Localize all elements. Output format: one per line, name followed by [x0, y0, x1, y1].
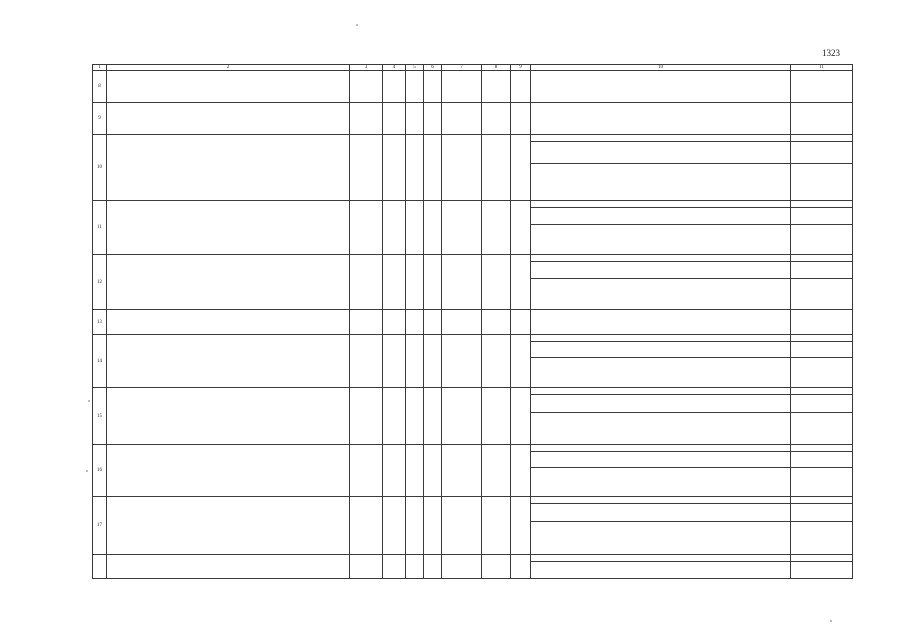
- col-year: [383, 103, 406, 134]
- col-works: [531, 71, 791, 102]
- work-period: [791, 451, 852, 468]
- col-no: 12: [93, 255, 107, 309]
- work-item: [531, 163, 790, 200]
- col-c9: [511, 255, 531, 309]
- work-item: [531, 521, 790, 554]
- work-period: [791, 357, 852, 387]
- work-item: [531, 261, 790, 279]
- col-area: [350, 71, 383, 102]
- work-period: [791, 261, 852, 279]
- work-item: [531, 412, 790, 444]
- work-period: [791, 521, 852, 554]
- col-c6: [424, 555, 442, 578]
- col-c5: [406, 497, 424, 554]
- col-no: 13: [93, 310, 107, 334]
- col-works: [531, 255, 791, 309]
- work-period: [791, 341, 852, 358]
- header-cell: 1: [93, 65, 107, 70]
- col-c6: [424, 335, 442, 387]
- work-item: [531, 503, 790, 522]
- work-item: [531, 224, 790, 254]
- col-works: [531, 310, 791, 334]
- col-c9: [511, 71, 531, 102]
- table-row: [93, 497, 852, 555]
- header-cell: 2: [107, 65, 350, 70]
- work-item: [531, 103, 790, 134]
- col-area: [350, 135, 383, 200]
- col-year: [383, 255, 406, 309]
- col-c9: [511, 388, 531, 444]
- col-works: [531, 555, 791, 578]
- work-item: [531, 310, 790, 334]
- col-state: [482, 335, 511, 387]
- table-row: [93, 445, 852, 497]
- work-item: [531, 394, 790, 413]
- table-row: [93, 555, 852, 579]
- header-cell: 7: [442, 65, 482, 70]
- col-address: [107, 555, 350, 578]
- scan-speck: [830, 620, 832, 622]
- col-year: [383, 445, 406, 496]
- col-period: [791, 103, 852, 134]
- col-state: [482, 135, 511, 200]
- col-no: 15: [93, 388, 107, 444]
- header-cell: 11: [819, 65, 824, 70]
- col-material: [442, 135, 482, 200]
- col-works: [531, 388, 791, 444]
- work-item: [531, 467, 790, 496]
- col-year: [383, 201, 406, 254]
- col-period: [791, 135, 852, 200]
- work-period: [791, 141, 852, 164]
- col-no: 10: [93, 135, 107, 200]
- col-year: [383, 71, 406, 102]
- col-state: [482, 445, 511, 496]
- work-period: [791, 503, 852, 522]
- col-area: [350, 255, 383, 309]
- col-period: [791, 555, 852, 578]
- col-material: [442, 310, 482, 334]
- col-area: [350, 103, 383, 134]
- col-works: [531, 135, 791, 200]
- col-c9: [511, 445, 531, 496]
- col-no: 8: [93, 71, 107, 102]
- col-address: [107, 201, 350, 254]
- work-period: [791, 412, 852, 444]
- col-c9: [511, 497, 531, 554]
- col-year: [383, 388, 406, 444]
- col-state: [482, 555, 511, 578]
- col-area: [350, 310, 383, 334]
- work-period: [791, 467, 852, 496]
- col-address: [107, 103, 350, 134]
- work-item: [531, 71, 790, 102]
- col-no: [93, 555, 107, 578]
- col-no: 11: [93, 201, 107, 254]
- work-period: [791, 394, 852, 413]
- col-no: 16: [93, 445, 107, 496]
- col-c6: [424, 135, 442, 200]
- header-cell: 6: [424, 65, 442, 70]
- col-period: [791, 445, 852, 496]
- col-state: [482, 497, 511, 554]
- col-c9: [511, 201, 531, 254]
- col-c9: [511, 335, 531, 387]
- col-address: [107, 445, 350, 496]
- col-state: [482, 255, 511, 309]
- col-address: [107, 497, 350, 554]
- col-area: [350, 445, 383, 496]
- scan-speck: [88, 400, 90, 402]
- col-material: [442, 71, 482, 102]
- col-no: 17: [93, 497, 107, 554]
- header-cell: 5: [406, 65, 424, 70]
- header-cell: 3: [350, 65, 383, 70]
- col-c9: [511, 135, 531, 200]
- col-no: 9: [93, 103, 107, 134]
- col-c5: [406, 201, 424, 254]
- col-material: [442, 445, 482, 496]
- scan-speck: [86, 470, 88, 472]
- work-item: [531, 357, 790, 387]
- col-c6: [424, 310, 442, 334]
- work-item: [531, 341, 790, 358]
- col-c5: [406, 555, 424, 578]
- work-period: [791, 103, 852, 134]
- col-year: [383, 135, 406, 200]
- col-area: [350, 555, 383, 578]
- col-works: [531, 103, 791, 134]
- work-period: [791, 163, 852, 200]
- table-row: [93, 103, 852, 135]
- col-material: [442, 255, 482, 309]
- col-address: [107, 335, 350, 387]
- table-row: [93, 201, 852, 255]
- col-c6: [424, 71, 442, 102]
- col-address: [107, 71, 350, 102]
- col-material: [442, 201, 482, 254]
- col-material: [442, 335, 482, 387]
- col-material: [442, 555, 482, 578]
- work-period: [791, 310, 852, 334]
- col-year: [383, 497, 406, 554]
- work-item: [531, 278, 790, 309]
- scan-speck: [356, 24, 358, 26]
- header-cell: 9: [511, 65, 531, 70]
- table-row: [93, 335, 852, 388]
- col-material: [442, 103, 482, 134]
- col-year: [383, 555, 406, 578]
- header-cell: 10: [531, 65, 791, 70]
- col-c6: [424, 201, 442, 254]
- work-item: [531, 451, 790, 468]
- col-area: [350, 497, 383, 554]
- col-period: [791, 335, 852, 387]
- col-year: [383, 335, 406, 387]
- col-c5: [406, 388, 424, 444]
- col-c6: [424, 445, 442, 496]
- col-c5: [406, 255, 424, 309]
- col-works: [531, 445, 791, 496]
- col-material: [442, 388, 482, 444]
- col-c9: [511, 103, 531, 134]
- table-row: [93, 255, 852, 310]
- col-state: [482, 103, 511, 134]
- header-cell: 4: [383, 65, 406, 70]
- col-address: [107, 388, 350, 444]
- col-state: [482, 71, 511, 102]
- col-address: [107, 310, 350, 334]
- col-state: [482, 201, 511, 254]
- col-c6: [424, 103, 442, 134]
- col-c5: [406, 135, 424, 200]
- col-works: [531, 335, 791, 387]
- col-c5: [406, 445, 424, 496]
- col-period: [791, 388, 852, 444]
- col-c9: [511, 555, 531, 578]
- col-c6: [424, 255, 442, 309]
- col-address: [107, 255, 350, 309]
- register-table: [92, 64, 853, 579]
- col-period: [791, 201, 852, 254]
- col-area: [350, 388, 383, 444]
- col-c6: [424, 497, 442, 554]
- col-state: [482, 310, 511, 334]
- col-c6: [424, 388, 442, 444]
- work-period: [791, 224, 852, 254]
- work-item: [531, 561, 790, 578]
- table-row: [93, 135, 852, 201]
- col-c9: [511, 310, 531, 334]
- work-period: [791, 278, 852, 309]
- col-year: [383, 310, 406, 334]
- table-row: [93, 388, 852, 445]
- col-c5: [406, 71, 424, 102]
- col-period: [791, 255, 852, 309]
- work-item: [531, 141, 790, 164]
- work-item: [531, 207, 790, 225]
- page-number: 1323: [822, 48, 840, 58]
- col-c5: [406, 335, 424, 387]
- work-period: [791, 207, 852, 225]
- col-works: [531, 497, 791, 554]
- work-period: [791, 561, 852, 578]
- col-works: [531, 201, 791, 254]
- col-material: [442, 497, 482, 554]
- table-row: [93, 310, 852, 335]
- table-row: [93, 71, 852, 103]
- col-area: [350, 201, 383, 254]
- col-state: [482, 388, 511, 444]
- col-no: 14: [93, 335, 107, 387]
- col-c5: [406, 103, 424, 134]
- col-period: [791, 497, 852, 554]
- header-cell: 8: [482, 65, 511, 70]
- work-period: [791, 71, 852, 102]
- col-period: [791, 310, 852, 334]
- col-address: [107, 135, 350, 200]
- col-c5: [406, 310, 424, 334]
- col-area: [350, 335, 383, 387]
- col-period: [791, 71, 852, 102]
